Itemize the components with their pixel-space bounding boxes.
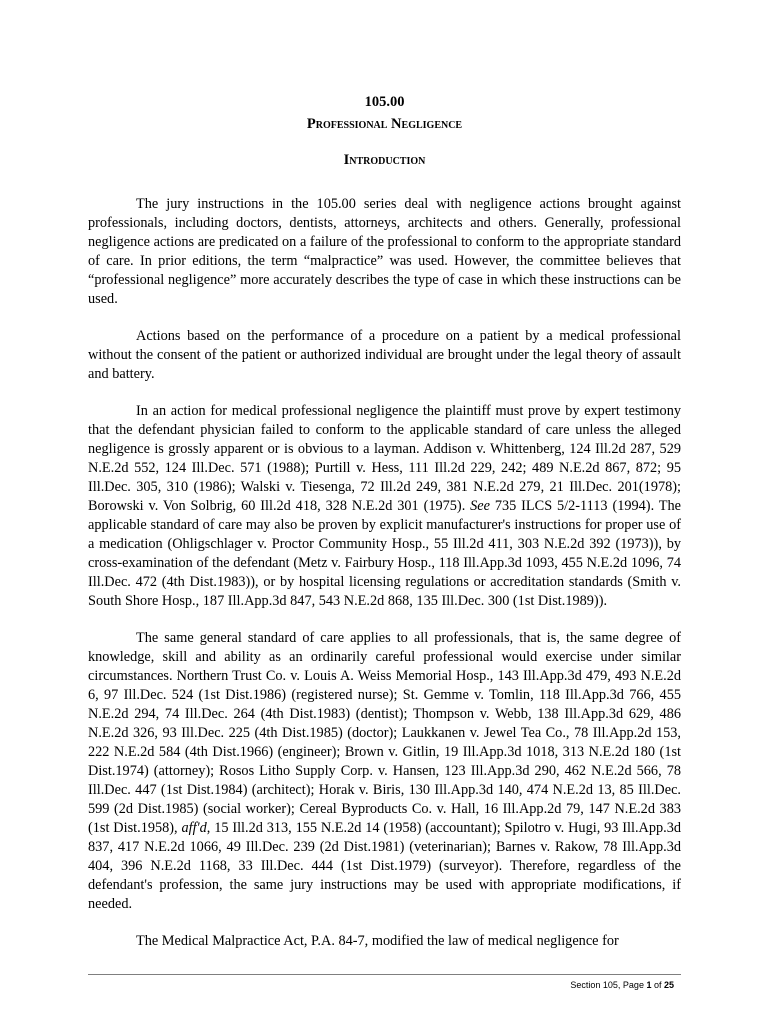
footer-section-label: Section 105, Page (570, 980, 647, 990)
page-content (88, 93, 681, 951)
see-signal: See (470, 498, 490, 514)
paragraph-3-text-a: In an action for medical professional negligence the plaintiff must prove by expert testimony that the defendant physician failed to conform to the applicable standard of care unless the alleged negligence is grossly apparent or is obvious to a layman. Addison v. Whittenberg, 124 Ill.2d 287, 529 N.E.2d 552, 124 Ill.Dec. 571 (1988); Purtill v. Hess, 111 Ill.2d 229, 242; 489 N.E.2d 867, 872; 95 Ill.Dec. 305, 310 (1986); Walski v. Tiesenga, 72 Ill.2d 249, 381 N.E.2d 279, 21 Ill.Dec. 201(1978); Borowski v. Von Solbrig, 60 Ill.2d 418, 328 N.E.2d 301 (1975). (88, 403, 681, 514)
paragraph-4 (88, 629, 681, 914)
paragraph-3 (88, 402, 681, 611)
section-number: 105.00 (364, 94, 405, 110)
footer-of-label: of (651, 980, 664, 990)
affd-signal: aff'd (181, 820, 207, 836)
footer-page-number: 1 (646, 980, 652, 990)
paragraph-3-text-b: 735 ILCS 5/2-1113 (1994). The applicable standard of care may also be proven by explicit manufacturer's instructions for proper use of a medication (Ohligschlager v. Proctor Community Hosp., 55 Ill.2d 411, 303 N.E.2d 392 (1973)), by cross-examination of the defendant (Metz v. Fairbury Hosp., 118 Ill.App.3d 1093, 455 N.E.2d 1096, 74 Ill.Dec. 472 (4th Dist.1983)), or by hospital licensing regulations or accreditation standards (Smith v. South Shore Hosp., 187 Ill.App.3d 847, 543 N.E.2d 868, 135 Ill.Dec. 300 (1st Dist.1989)). (88, 498, 681, 609)
paragraph-4-text-b: , 15 Ill.2d 313, 155 N.E.2d 14 (1958) (accountant); Spilotro v. Hugi, 93 Ill.App.3d 837, 417 N.E.2d 1066, 49 Ill.Dec. 239 (2d Dist.1981) (veterinarian); Barnes v. Rakow, 78 Ill.App.3d 404, 396 N.E.2d 1168, 33 Ill.Dec. 444 (1st Dist.1979) (surveyor). Therefore, regardless of the defendant's profession, the same jury instructions may be used with appropriate modifications, if needed. (88, 820, 682, 912)
footer-page-total: 25 (663, 980, 674, 990)
paragraph-2: Actions based on the performance of a procedure on a patient by a medical professional without the consent of the patient or authorized individual are brought under the legal theory of assault and battery. (88, 328, 681, 382)
paragraph-1: The jury instructions in the 105.00 series deal with negligence actions brought against professionals, including doctors, dentists, attorneys, architects and others. Generally, professional negligence actions are predicated on a failure of the professional to conform to the appropriate standard of care. In prior editions, the term “malpractice” was used. However, the committee believes that “professional negligence” more accurately describes the type of case in which these instructions can be used. (88, 196, 681, 307)
section-title: Professional Negligence (306, 116, 463, 132)
subheading: Introduction (343, 152, 426, 168)
paragraph-4-text-a: The same general standard of care applies to all professionals, that is, the same degree of knowledge, skill and ability as an ordinarily careful professional would exercise under similar circumstances. Northern Trust Co. v. Louis A. Weiss Memorial Hosp., 143 Ill.App.3d 479, 493 N.E.2d 6, 97 Ill.Dec. 524 (1st Dist.1986) (registered nurse); St. Gemme v. Tomlin, 118 Ill.App.3d 766, 455 N.E.2d 294, 74 Ill.Dec. 264 (4th Dist.1983) (dentist); Thompson v. Webb, 138 Ill.App.3d 629, 486 N.E.2d 326, 93 Ill.Dec. 225 (4th Dist.1985) (doctor); Laukkanen v. Jewel Tea Co., 78 Ill.App.2d 153, 222 N.E.2d 584 (4th Dist.1966) (engineer); Brown v. Gitlin, 19 Ill.App.3d 1018, 313 N.E.2d 180 (1st Dist.1974) (attorney); Rosos Litho Supply Corp. v. Hansen, 123 Ill.App.3d 290, 462 N.E.2d 566, 78 Ill.Dec. 447 (1st Dist.1984) (architect); Horak v. Biris, 130 Ill.App.3d 140, 474 N.E.2d 13, 85 Ill.Dec. 599 (2d Dist.1985) (social worker); Cereal Byproducts Co. v. Hall, 16 Ill.App.2d 79, 147 N.E.2d 383 (1st Dist.1958), (88, 630, 681, 836)
page-footer (570, 980, 674, 990)
paragraph-5: The Medical Malpractice Act, P.A. 84-7, modified the law of medical negligence for (136, 933, 619, 949)
footer-divider (88, 974, 681, 975)
